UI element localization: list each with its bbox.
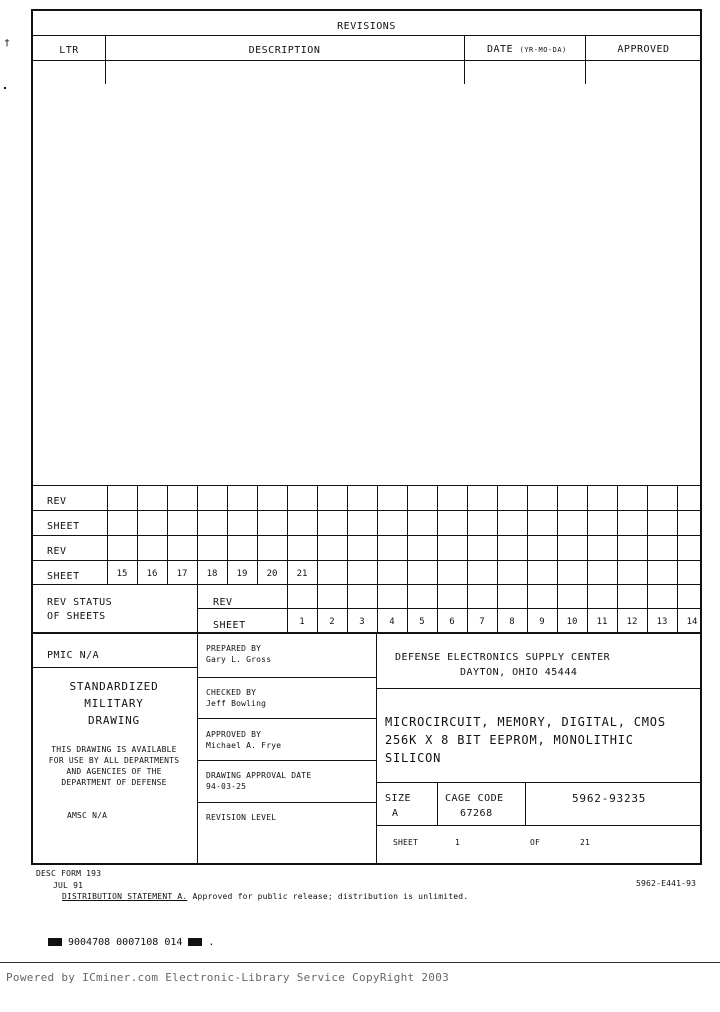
drawing-number: 5962-93235: [572, 792, 647, 805]
title-block-top: [31, 632, 702, 634]
prepared-by-name: Gary L. Gross: [206, 655, 272, 664]
grid-row-line: [31, 510, 702, 511]
title-line-2: 256K X 8 BIT EEPROM, MONOLITHIC: [385, 733, 634, 747]
approved-by-name: Michael A. Frye: [206, 741, 282, 750]
grid-col-line: [407, 485, 408, 584]
revisions-title-divider: [31, 35, 702, 36]
rev-sheet-divider: [197, 608, 702, 609]
title-block-mid-divider: [376, 632, 377, 865]
distribution-text: Approved for public release; distribution is unlimited.: [187, 892, 469, 901]
approval-date-label: DRAWING APPROVAL DATE: [206, 771, 312, 780]
sheet-number-lower: 13: [656, 617, 668, 627]
approved-divider: [197, 760, 376, 761]
cage-value: 67268: [460, 808, 493, 819]
grid-row-line: [31, 485, 702, 486]
barcode-text: 9004708 0007108 014: [68, 937, 183, 948]
sheet-number-upper: 21: [296, 569, 308, 579]
sheet-number-upper: 17: [176, 569, 188, 579]
sheet-label: SHEET: [393, 838, 419, 847]
center-location: DAYTON, OHIO 45444: [460, 667, 578, 678]
military-text: MILITARY: [84, 697, 144, 710]
col-divider-date: [585, 35, 586, 84]
sheet-number-lower: 4: [389, 617, 395, 627]
availability-line-2: FOR USE BY ALL DEPARTMENTS: [48, 756, 180, 765]
grid-col-line: [587, 485, 588, 584]
drawing-text: DRAWING: [88, 714, 140, 727]
grid-col-line: [617, 485, 618, 584]
center-divider: [376, 688, 702, 689]
grid-row-label: REV: [47, 496, 67, 507]
grid-col-line: [527, 485, 528, 584]
header-date-format: (YR-MO-DA): [519, 46, 567, 54]
sheet-number-upper: 20: [266, 569, 278, 579]
number-divider: [376, 825, 702, 826]
title-line-1: MICROCIRCUIT, MEMORY, DIGITAL, CMOS: [385, 715, 666, 729]
sheet-number-upper: 16: [146, 569, 158, 579]
pmic-label: PMIC N/A: [47, 650, 100, 661]
prepared-by-label: PREPARED BY: [206, 644, 262, 653]
grid-col-line: [647, 485, 648, 584]
document-code: 5962-E441-93: [636, 879, 697, 888]
sheet-number-upper: 18: [206, 569, 218, 579]
availability-line-3: AND AGENCIES OF THE: [66, 767, 162, 776]
barcode-block-left: [48, 938, 62, 946]
grid-row-line: [31, 584, 702, 585]
checked-by-name: Jeff Bowling: [206, 699, 267, 708]
header-ltr: LTR: [59, 45, 79, 56]
grid-col-line: [497, 485, 498, 584]
revision-level-label: REVISION LEVEL: [206, 813, 277, 822]
barcode-block-right: [188, 938, 202, 946]
amsc-label: AMSC N/A: [67, 811, 108, 820]
pmic-divider: [31, 667, 197, 668]
footer-rule: [0, 962, 720, 963]
grid-row-label: SHEET: [47, 571, 80, 582]
sheet-value: 1: [455, 838, 461, 847]
size-value: A: [392, 808, 399, 819]
sheet-number-lower: 8: [509, 617, 515, 627]
grid-col-line: [437, 485, 438, 584]
header-date-label: DATE: [487, 44, 514, 55]
grid-col-line: [467, 485, 468, 584]
checked-divider: [197, 718, 376, 719]
cage-divider: [525, 782, 526, 825]
approval-date-value: 94-03-25: [206, 782, 247, 791]
grid-col-line: [317, 485, 318, 584]
col-divider-ltr: [105, 35, 106, 84]
sheet-number-lower: 1: [299, 617, 305, 627]
cage-label: CAGE CODE: [445, 793, 504, 804]
grid-col-line: [377, 485, 378, 584]
sheet-number-lower: 12: [626, 617, 638, 627]
powered-by: Powered by ICminer.com Electronic-Library Service CopyRight 2003: [6, 971, 450, 984]
sheet-number-lower: 11: [596, 617, 608, 627]
grid-row-line: [31, 535, 702, 536]
margin-mark: †: [4, 38, 11, 49]
sheet-label-lower: SHEET: [213, 620, 246, 631]
barcode-line: 9004708 0007108 014 .: [48, 937, 214, 948]
col-divider-desc: [464, 35, 465, 84]
grid-col-line: [347, 485, 348, 584]
sheet-number-lower: 6: [449, 617, 455, 627]
grid-row-line: [31, 560, 702, 561]
revisions-title: REVISIONS: [337, 21, 396, 32]
sheet-number-lower: 5: [419, 617, 425, 627]
distribution-label: DISTRIBUTION STATEMENT A.: [62, 892, 188, 901]
header-approved: APPROVED: [617, 44, 670, 55]
sheet-number-upper: 15: [116, 569, 128, 579]
header-date: [487, 44, 567, 55]
sheet-number-lower: 3: [359, 617, 365, 627]
sheet-number-lower: 7: [479, 617, 485, 627]
grid-col-line: [557, 485, 558, 584]
checked-by-label: CHECKED BY: [206, 688, 257, 697]
sheet-number-lower: 2: [329, 617, 335, 627]
of-label: OF: [530, 838, 541, 847]
center-name: DEFENSE ELECTRONICS SUPPLY CENTER: [395, 652, 611, 663]
grid-col-line: [677, 485, 678, 584]
grid-row-label: SHEET: [47, 521, 80, 532]
margin-dot: [4, 87, 6, 89]
rev-label: REV: [213, 597, 233, 608]
header-description: DESCRIPTION: [248, 45, 321, 56]
approval-date-divider: [197, 802, 376, 803]
distribution-statement: [62, 892, 468, 901]
availability-line-1: THIS DRAWING IS AVAILABLE: [51, 745, 177, 754]
grid-row-label: REV: [47, 546, 67, 557]
sheet-number-lower: 10: [566, 617, 578, 627]
of-value: 21: [580, 838, 591, 847]
availability-line-4: DEPARTMENT OF DEFENSE: [61, 778, 167, 787]
approved-by-label: APPROVED BY: [206, 730, 262, 739]
title-line-3: SILICON: [385, 751, 442, 765]
sheet-number-upper: 19: [236, 569, 248, 579]
rev-status-label: REV STATUS OF SHEETS: [47, 597, 113, 622]
size-divider: [437, 782, 438, 825]
size-label: SIZE: [385, 793, 412, 804]
form-number: DESC FORM 193: [36, 869, 102, 878]
sheet-number-lower: 9: [539, 617, 545, 627]
prepared-divider: [197, 677, 376, 678]
title-divider: [376, 782, 702, 783]
sheet-number-lower: 14: [686, 617, 698, 627]
form-date: JUL 91: [53, 881, 84, 890]
standardized-text: STANDARDIZED: [69, 680, 159, 693]
revisions-header-divider: [31, 60, 702, 61]
title-block-left-divider: [197, 584, 198, 865]
